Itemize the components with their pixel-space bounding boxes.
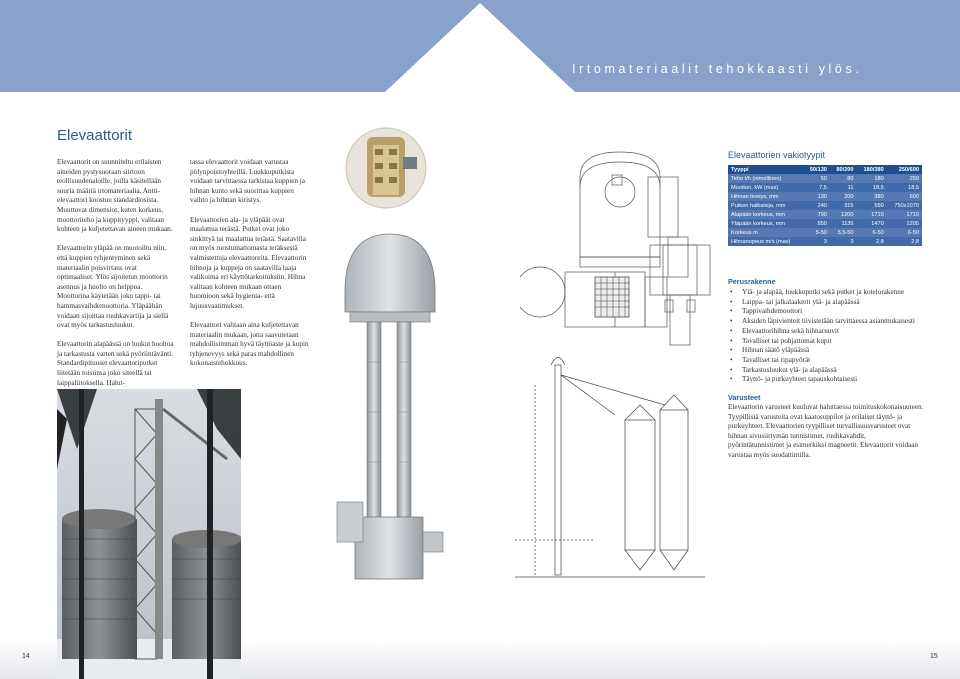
features-list xyxy=(728,288,915,385)
page-number-right: 15 xyxy=(930,653,938,660)
table-cell: Hihnanopeus m/s (max) xyxy=(731,238,791,245)
table-cell: 600 xyxy=(909,193,919,200)
table-cell: 130 xyxy=(817,193,827,200)
list-item: • Hihnan säätö yläpäässä xyxy=(728,346,915,356)
paragraph: Elevaattori valitaan aina kuljetettavan materiaalin mukaan, jotta saavutetaan mahdollisimman hyvä täyttöaste ja kupin tyhjenevyys sekä paras mahdollinen kokonaistehokkuus. xyxy=(190,321,309,368)
list-item: • Laippa- tai jalkalaakerit ylä- ja alapäässä xyxy=(728,298,915,308)
list-item: • Tappivaihdemoottori xyxy=(728,307,915,317)
table-cell: 850 xyxy=(817,220,827,227)
table-title: Elevaattorien vakiotyypit xyxy=(728,150,826,160)
list-item: • Tavalliset tai ripapyörät xyxy=(728,356,915,366)
table-cell: 380 xyxy=(874,193,884,200)
table-cell: 80 xyxy=(847,175,854,182)
table-cell: 550 xyxy=(874,202,884,209)
features-title: Perusrakenne xyxy=(728,277,776,286)
table-row xyxy=(728,174,922,183)
side-view-drawing xyxy=(645,240,720,350)
elevator-3d-drawing xyxy=(325,232,455,592)
table-cell: 1205 xyxy=(906,220,919,227)
table-cell: 250 xyxy=(909,175,919,182)
table-row xyxy=(728,228,922,237)
table-cell: Hihnan leveys, mm xyxy=(731,193,779,200)
table-cell: 50 xyxy=(820,175,827,182)
table-row xyxy=(728,219,922,228)
table-row xyxy=(728,183,922,192)
list-item: • Aksiden läpivienteit tiivistetään tarvittaessa asianmukaisesti xyxy=(728,317,915,327)
list-item: • Ylä- ja alapää, luukkuputki sekä putket ja kotelorakenne xyxy=(728,288,915,298)
column-header: 80/200 xyxy=(836,166,854,173)
section-title: Elevaattorit xyxy=(57,127,133,144)
elevator-photo xyxy=(57,389,241,679)
detail-cutaway-icon xyxy=(345,127,427,209)
table-cell: Korkeus m xyxy=(731,229,758,236)
paragraph: Elevaattorien ala- ja yläpäät ovat maalattua terästä. Putket ovat joko sinkittyä tai maalattua terästä. Saatavilla on myös ruostumattomasta teräksestä valmistettuja elevaattoreita. Elevaattorin hihnoja ja kuppeja on saatavilla laaja valikoima eri käyttötarkoituksiin. Hihna valitaan kohteen mukaan ottaen huomioon sekä hygienia- että lujuusvaatimukset. xyxy=(190,215,307,310)
column-header: 180/380 xyxy=(863,166,884,173)
table-cell: 6-50 xyxy=(872,229,884,236)
table-cell: Putken halkaisija, mm xyxy=(731,202,786,209)
spec-table xyxy=(728,165,922,246)
table-row xyxy=(728,201,922,210)
paragraph: Elevaattorin alapäässä on luukut huoltoa ja tarkastusta varten sekä pyöriintävänti. Standardipituuset elevaattoriputket liitetään toisiinsa joko siteellä tai laippaliitoksella. Halut- xyxy=(57,340,174,387)
list-item: • Elevaattorihihna sekä hihnaruuvit xyxy=(728,327,915,337)
table-cell: 790 xyxy=(817,211,827,218)
table-header-row xyxy=(728,165,922,174)
table-cell: 1470 xyxy=(871,220,884,227)
table-cell: 5,5-50 xyxy=(837,229,854,236)
table-cell: 750x1070 xyxy=(894,202,919,209)
installation-drawing xyxy=(495,345,715,585)
table-cell: 5-50 xyxy=(815,229,827,236)
list-item: • Tavalliset tai pohjattomat kupit xyxy=(728,337,915,347)
table-cell: Moottori, kW (max) xyxy=(731,184,779,191)
table-row xyxy=(728,210,922,219)
table-cell: 1710 xyxy=(906,211,919,218)
table-cell: 2,8 xyxy=(875,238,884,245)
list-item: • Tarkastusluukut ylä- ja alapäässä xyxy=(728,366,915,376)
table-cell: 11 xyxy=(847,184,854,191)
table-cell: 1710 xyxy=(871,211,884,218)
table-cell: 180 xyxy=(874,175,884,182)
table-cell: 18,5 xyxy=(872,184,884,191)
table-cell: 3 xyxy=(823,238,827,245)
table-cell: 315 xyxy=(844,202,854,209)
table-cell: Yläpään korkeus, mm xyxy=(731,220,786,227)
column-header: 250/600 xyxy=(898,166,919,173)
text-column-2 xyxy=(190,158,310,379)
header-triangles xyxy=(0,0,960,92)
table-cell: 200 xyxy=(844,193,854,200)
table-cell: 3 xyxy=(850,238,854,245)
table-row xyxy=(728,237,922,246)
paragraph: Elevaattorin yläpää on muotoiltu niin, että kuppien tyhjentyminen sekä materiaalin poisvirtaus ovat optimaaliset. Ylös sijoitetun moottorin asennus ja huolto on helppoa. Moottorina käytetään joko tappi- tai hammasvaihdemoottoria. Yläpäähän voidaan sijoittaa ruuhkavartija ja siellä ovat myös tarkastusluukut. xyxy=(57,244,169,330)
table-cell: 1135 xyxy=(841,220,854,227)
center-triangle xyxy=(385,3,575,92)
list-item: • Täyttö- ja purkuyhteet tapauskohtaisesti xyxy=(728,375,915,385)
accessories-text: Elevaattorin varusteet kuuluvat haluttaessa toimituskokonaisuuteen. Tyypillisiä varusteita ovat kaatosuppilot ja erilaiset täyttö- ja purkuyhteet. Elevaattorien tyypilliset turvallisuusvarusteet ovat hihnan sivusiirtymän tunnistimet, ruuhkavahdit, pyörintätunnistimet ja esimerkiksi magneetit. Elevaattorit voidaan varustaa myös suodattimilla. xyxy=(728,403,924,459)
paragraph: Elevaattorit on suunniteltu erilaisten aineiden pystysuoraan siirtoon teollisuudenaloille, joilla käsitellään suuria määriä irtomateriaalia. Antti-elevaattori koostuu standardiosista. Muuttuvat dimensiot, kuten korkeus, moottoriteho ja kuppityyppi, valitaan kohteen ja kuljetettavan aineen mukaan. xyxy=(57,158,173,234)
table-cell: 6-50 xyxy=(907,229,919,236)
column-header: 50/130 xyxy=(809,166,827,173)
headline: Irtomateriaalit tehokkaasti ylös. xyxy=(572,62,863,76)
column-header: Tyyppi xyxy=(731,166,749,173)
page-number-left: 14 xyxy=(22,653,30,660)
table-cell: 240 xyxy=(817,202,827,209)
table-cell: 7,5 xyxy=(819,184,827,191)
paragraph: tassa elevaattorit voidaan varustaa pölynpoistoyhteillä. Luukkuputkista voidaan tarvittaessa tarkistaa kuppien ja hihnan kunto sekä suorittaa kuppien vaihto ja hihnan kiristys. xyxy=(190,158,305,205)
text-column-1 xyxy=(57,158,175,398)
accessories-title: Varusteet xyxy=(728,393,761,402)
table-cell: Alapään korkeus, mm xyxy=(731,211,786,218)
table-cell: 2,8 xyxy=(911,238,919,245)
table-cell: 1200 xyxy=(841,211,854,218)
table-cell: Teho t/h (nimellinen) xyxy=(731,175,782,182)
table-row xyxy=(728,192,922,201)
table-cell: 18,5 xyxy=(908,184,919,191)
